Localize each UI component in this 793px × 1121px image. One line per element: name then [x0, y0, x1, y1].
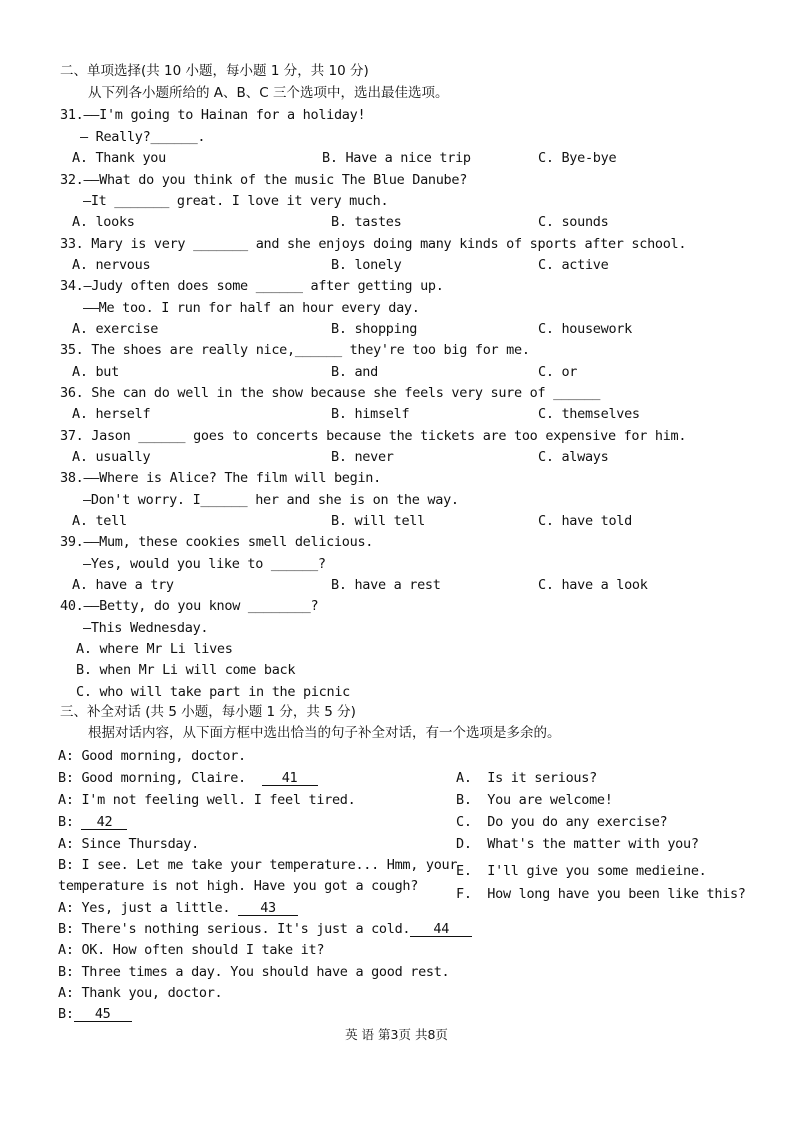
- question-line: — Really?______.: [80, 129, 206, 145]
- question-stem: 33. Mary is very _______ and she enjoys doing many kinds of sports after school.: [60, 236, 687, 252]
- dialogue-line: A: Thank you, doctor.: [58, 985, 223, 1001]
- question-line: —It _______ great. I love it very much.: [83, 193, 389, 209]
- option-c: C. active: [538, 257, 609, 273]
- option-a: A. Thank you: [72, 150, 166, 166]
- option-a: A. where Mr Li lives: [76, 641, 233, 657]
- section-heading: 二、单项选择(共 10 小题，每小题 1 分，共 10 分): [60, 63, 369, 79]
- section-heading: 三、补全对话 (共 5 小题，每小题 1 分，共 5 分): [60, 704, 356, 720]
- dialogue-line: A: Good morning, doctor.: [58, 748, 246, 764]
- question-stem: 39.——Mum, these cookies smell delicious.: [60, 534, 374, 550]
- dialogue-line: A: Since Thursday.: [58, 836, 199, 852]
- blank-45: 45: [74, 1007, 132, 1022]
- question-stem: 36. She can do well in the show because she feels very sure of ______: [60, 385, 601, 401]
- option-a: A. usually: [72, 449, 151, 465]
- option-b: B. when Mr Li will come back: [76, 662, 296, 678]
- option-b: B. will tell: [331, 513, 425, 529]
- option-c: C. always: [538, 449, 609, 465]
- question-stem: 38.——Where is Alice? The film will begin.: [60, 470, 381, 486]
- dialogue-line: A: Yes, just a little. 43: [58, 900, 298, 916]
- option-a: A. exercise: [72, 321, 159, 337]
- option-b: B. lonely: [331, 257, 402, 273]
- question-line: ——Me too. I run for half an hour every day.: [83, 300, 420, 316]
- option-a: A. herself: [72, 406, 151, 422]
- option-b: B. tastes: [331, 214, 402, 230]
- dialogue-option-b: B. You are welcome!: [456, 792, 613, 808]
- page-footer: 英 语 第3页 共8页: [345, 1027, 448, 1042]
- option-b: B. Have a nice trip: [322, 150, 471, 166]
- option-c: C. sounds: [538, 214, 609, 230]
- question-stem: 31.——I'm going to Hainan for a holiday!: [60, 107, 366, 123]
- question-line: —Yes, would you like to ______?: [83, 556, 326, 572]
- dialogue-line: B: Three times a day. You should have a good rest.: [58, 964, 450, 980]
- option-a: A. looks: [72, 214, 135, 230]
- question-line: —This Wednesday.: [83, 620, 209, 636]
- option-b: B. shopping: [331, 321, 418, 337]
- option-a: A. tell: [72, 513, 127, 529]
- dialogue-option-f: F. How long have you been like this?: [456, 886, 746, 902]
- dialogue-option-e: E. I'll give you some medieine.: [456, 863, 707, 879]
- dialogue-option-d: D. What's the matter with you?: [456, 836, 699, 852]
- option-c: C. have a look: [538, 577, 648, 593]
- dialogue-line: B: Good morning, Claire. 41: [58, 770, 318, 786]
- option-b: B. and: [331, 364, 378, 380]
- dialogue-line: B: 42: [58, 814, 127, 830]
- dialogue-line: B: 45: [58, 1006, 132, 1022]
- option-b: B. himself: [331, 406, 410, 422]
- option-b: B. have a rest: [331, 577, 441, 593]
- option-c: C. or: [538, 364, 578, 380]
- option-a: A. have a try: [72, 577, 174, 593]
- option-c: C. themselves: [538, 406, 640, 422]
- option-c: C. Bye-bye: [538, 150, 617, 166]
- blank-43: 43: [238, 901, 298, 916]
- dialogue-line: A: I'm not feeling well. I feel tired.: [58, 792, 356, 808]
- question-stem: 35. The shoes are really nice,______ they're too big for me.: [60, 342, 530, 358]
- option-c: C. have told: [538, 513, 632, 529]
- dialogue-line: B: I see. Let me take your temperature... Hmm, your: [58, 857, 458, 873]
- option-a: A. but: [72, 364, 119, 380]
- blank-42: 42: [81, 815, 127, 830]
- section-instruction: 从下列各小题所给的 A、B、C 三个选项中，选出最佳选项。: [88, 85, 449, 101]
- dialogue-option-c: C. Do you do any exercise?: [456, 814, 668, 830]
- question-line: —Don't worry. I______ her and she is on the way.: [83, 492, 459, 508]
- section-instruction: 根据对话内容，从下面方框中选出恰当的句子补全对话，有一个选项是多余的。: [88, 725, 561, 741]
- option-b: B. never: [331, 449, 394, 465]
- blank-41: 41: [262, 771, 318, 786]
- option-c: C. who will take part in the picnic: [76, 684, 350, 700]
- blank-44: 44: [410, 922, 472, 937]
- question-stem: 37. Jason ______ goes to concerts because the tickets are too expensive for him.: [60, 428, 687, 444]
- question-stem: 34.—Judy often does some ______ after getting up.: [60, 278, 444, 294]
- question-stem: 40.——Betty, do you know ________?: [60, 598, 319, 614]
- question-stem: 32.——What do you think of the music The Blue Danube?: [60, 172, 468, 188]
- dialogue-option-a: A. Is it serious?: [456, 770, 597, 786]
- dialogue-line: B: There's nothing serious. It's just a cold. 44: [58, 921, 472, 937]
- option-a: A. nervous: [72, 257, 151, 273]
- option-c: C. housework: [538, 321, 632, 337]
- dialogue-line: A: OK. How often should I take it?: [58, 942, 325, 958]
- dialogue-line: temperature is not high. Have you got a cough?: [58, 878, 419, 894]
